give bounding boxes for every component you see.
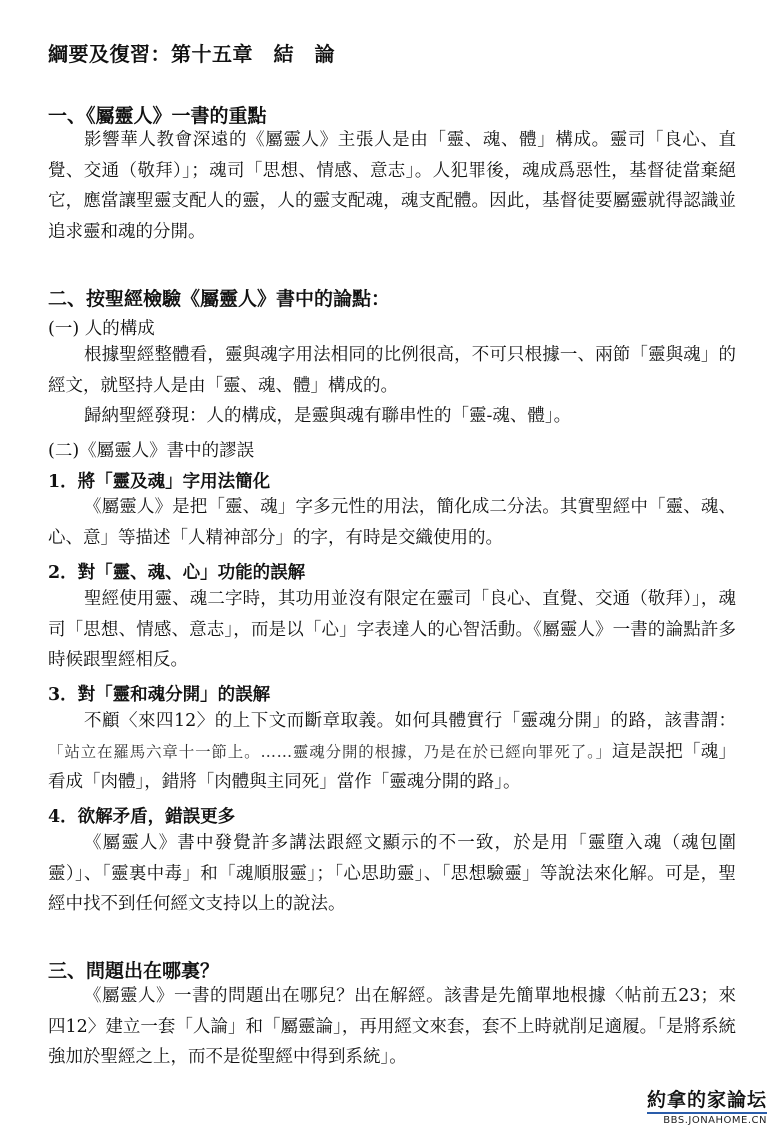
forum-watermark: [647, 1085, 767, 1126]
item-2-paragraph: 聖經使用靈、魂二字時，其功用並沒有限定在靈司「良心、直覺、交通（敬拜）」，魂司「思想、情感、意志」，而是以「心」字表達人的心智活動。《屬靈人》一書的論點許多時候跟聖經相反。: [48, 589, 736, 670]
item-1-paragraph: 《屬靈人》是把「靈、魂」字多元性的用法，簡化成二分法。其實聖經中「靈、魂、心、意」等描述「人精神部分」的字，有時是交織使用的。: [48, 497, 736, 548]
section-1-heading: 一、《屬靈人》一書的重點: [48, 105, 267, 127]
item-3-text-after: 這是誤把「魂」看成「肉體」，錯將「肉體與主同死」當作「靈魂分開的路」。: [48, 741, 736, 792]
item-1-heading: 1．將「靈及魂」字用法簡化: [48, 472, 271, 492]
section-3-paragraph: 《屬靈人》一書的問題出在哪兒？出在解經。該書是先簡單地根據〈帖前五23；來四12〉建立一套「人論」和「屬靈論」，再用經文來套，套不上時就削足適履。「是將系統強加於聖經之上，而不是從聖經中得到系統」。: [48, 986, 736, 1067]
watermark-name: 約拿的家論坛: [646, 1089, 767, 1111]
subsection-1-heading: (一) 人的構成: [48, 319, 155, 339]
subsection-1-paragraph-2: 歸納聖經發現：人的構成，是靈與魂有聯串性的「靈-魂、體」。: [84, 406, 572, 426]
item-4-heading: 4．欲解矛盾，錯誤更多: [48, 807, 236, 827]
item-4-paragraph: 《屬靈人》書中發覺許多講法跟經文顯示的不一致，於是用「靈墮入魂（魂包圍靈）」、「靈裏中毒」和「魂順服靈」；「心思助靈」、「思想驗靈」等說法來化解。可是，聖經中找不到任何經文支持以上的說法。: [48, 833, 736, 914]
watermark-url: BBS.JONAHOME.CN: [647, 1112, 767, 1126]
subsection-2-heading: (二)《屬靈人》書中的謬誤: [48, 441, 255, 461]
item-3-heading: 3．對「靈和魂分開」的誤解: [48, 685, 271, 705]
section-3-heading: 三、問題出在哪裏？: [48, 960, 220, 982]
subsection-1-paragraph-1: 根據聖經整體看，靈與魂字用法相同的比例很高，不可只根據一、兩節「靈與魂」的經文，就堅持人是由「靈、魂、體」構成的。: [48, 345, 736, 396]
section-2-heading: 二、按聖經檢驗《屬靈人》書中的論點：: [48, 288, 391, 310]
item-2-heading: 2．對「靈、魂、心」功能的誤解: [48, 563, 306, 583]
page-title: 綱要及復習：第十五章 結 論: [48, 42, 335, 66]
item-3-text-before: 不顧〈來四12〉的上下文而斷章取義。如何具體實行「靈魂分開」的路，該書謂：: [84, 711, 736, 731]
item-3-quote: 「站立在羅馬六章十一節上。……靈魂分開的根據，乃是在於已經向罪死了。」: [48, 742, 613, 761]
item-3-paragraph: [48, 706, 736, 798]
section-1-paragraph: 影響華人教會深遠的《屬靈人》主張人是由「靈、魂、體」構成。靈司「良心、直覺、交通（敬拜）」；魂司「思想、情感、意志」。人犯罪後，魂成爲惡性，基督徒當棄絕它，應當讓聖靈支配人的靈，人的靈支配魂，魂支配體。因此，基督徒要屬靈就得認識並追求靈和魂的分開。: [48, 130, 736, 242]
